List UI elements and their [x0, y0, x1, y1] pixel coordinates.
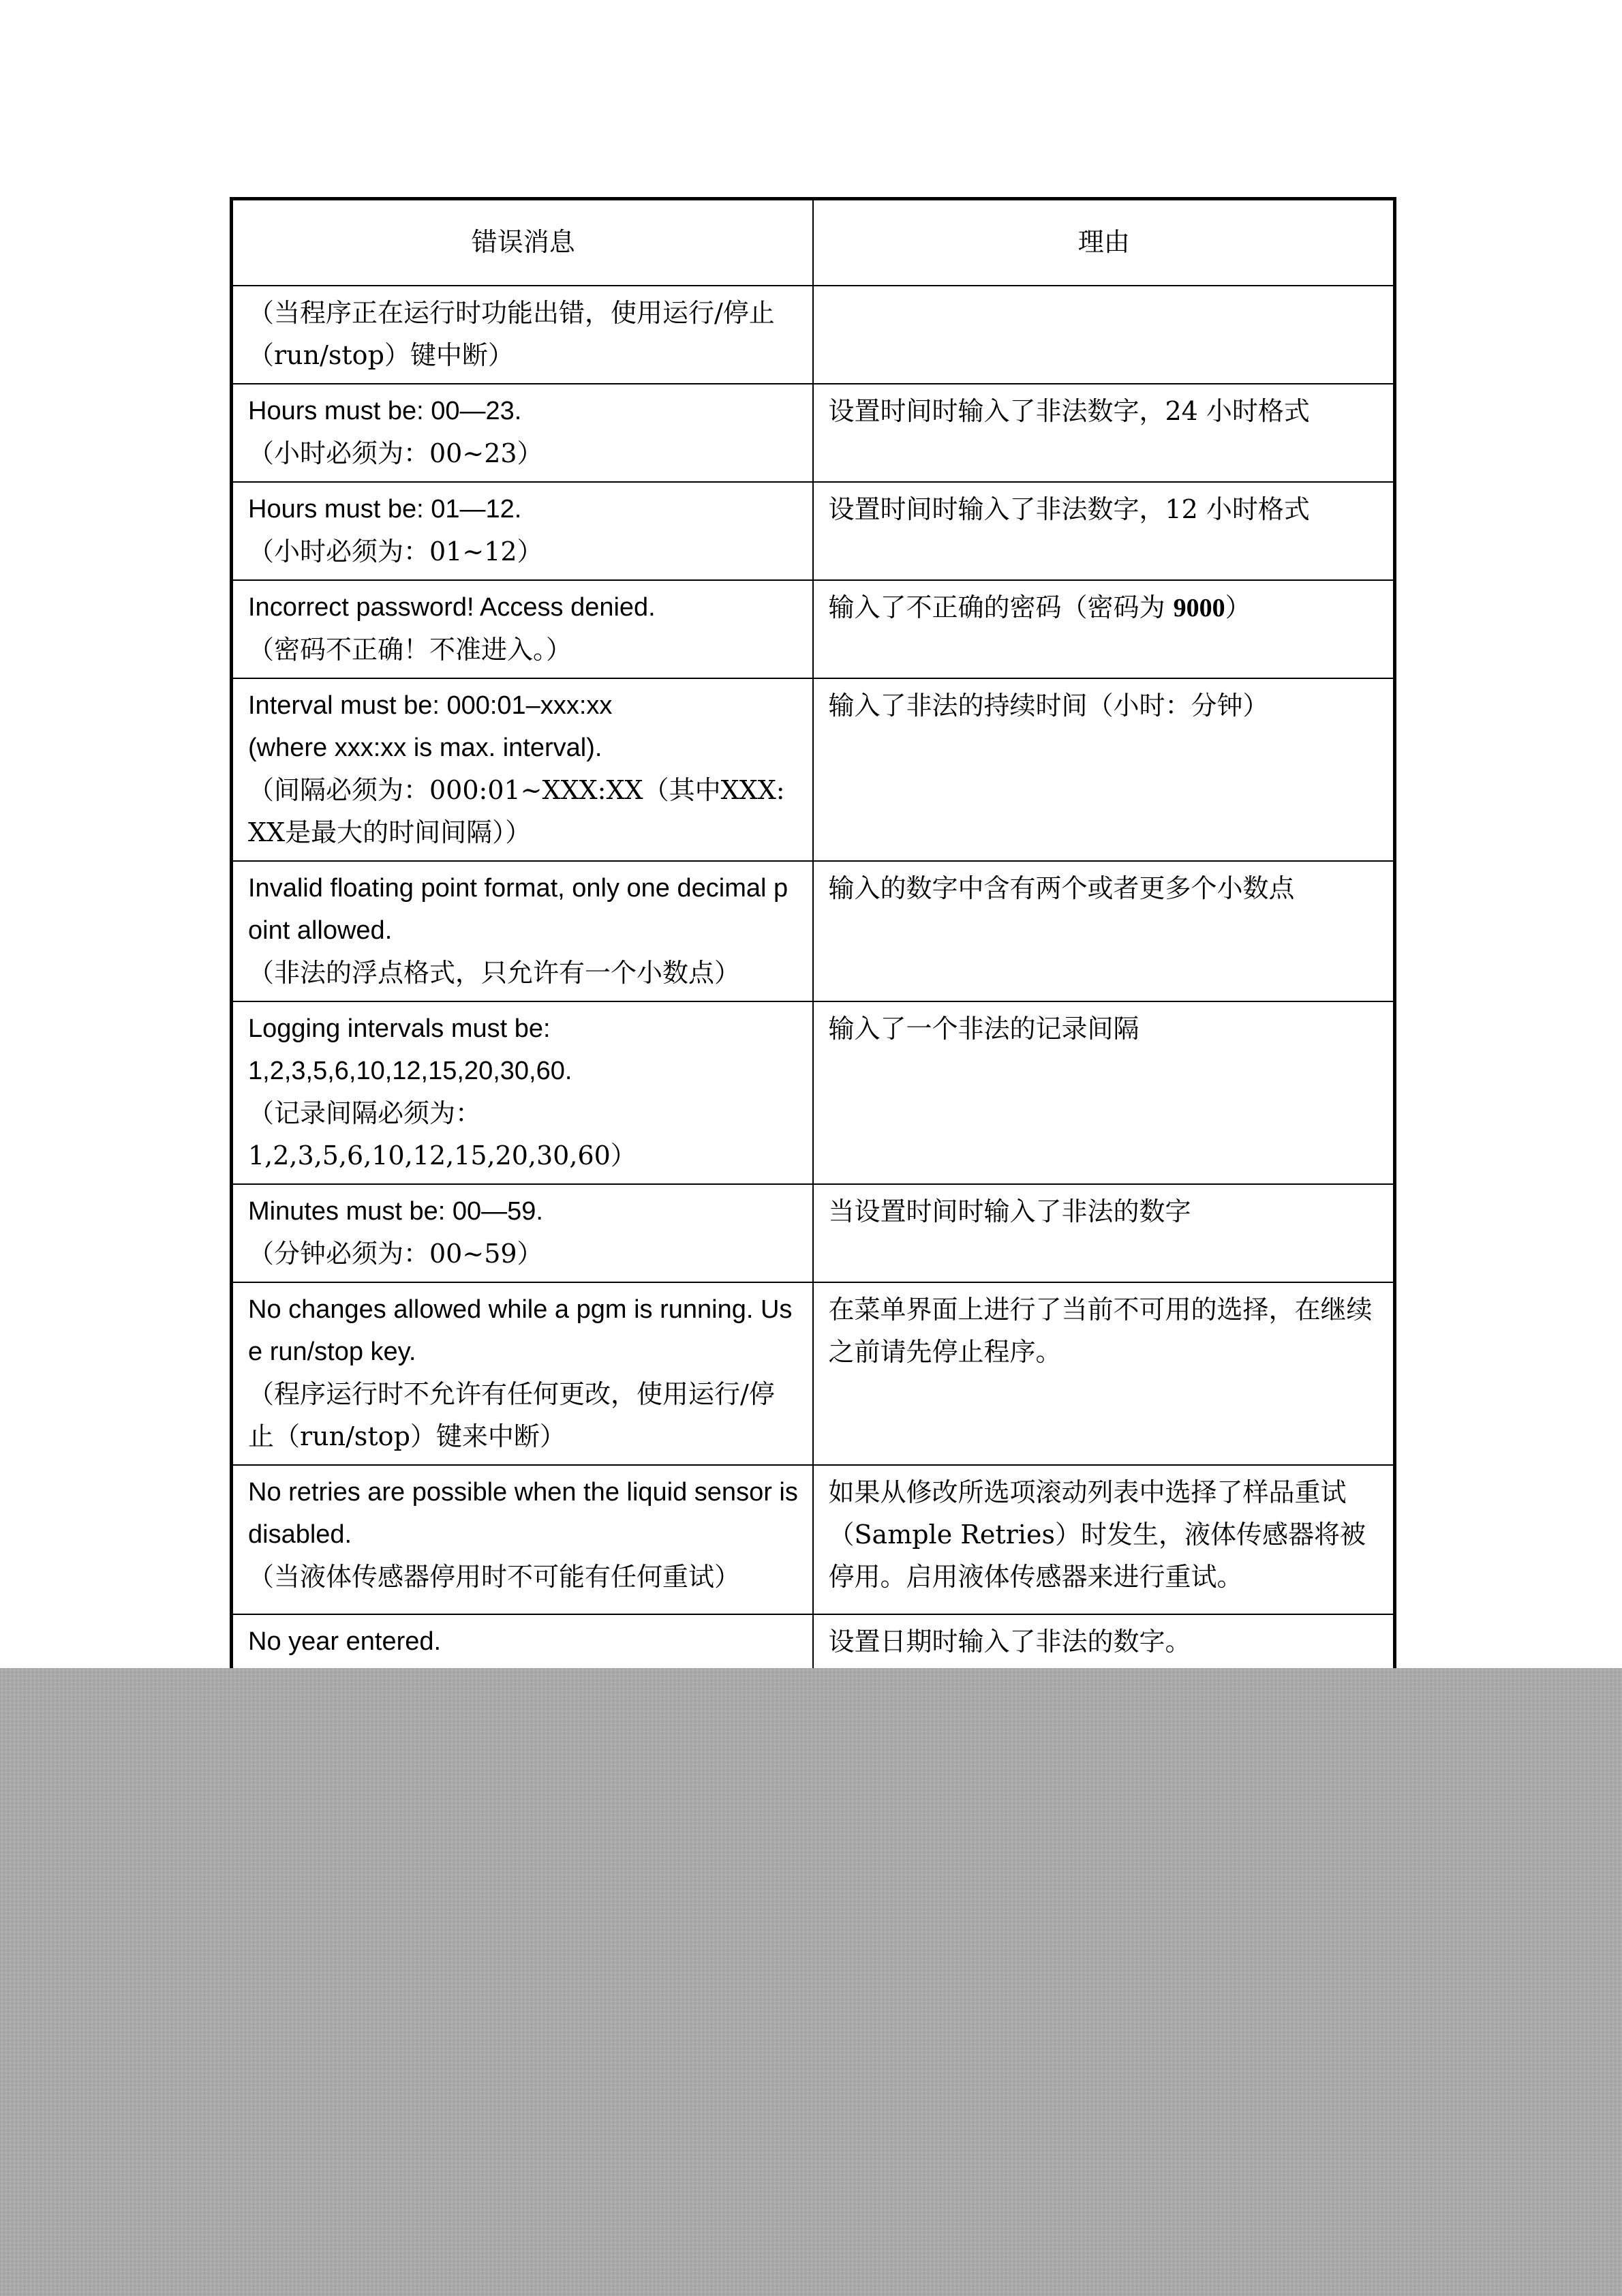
error-message-table	[230, 197, 1396, 1837]
message-en: Invalid floating point format, only one decimal point allowed.	[248, 874, 789, 945]
message-zh: （小时必须为：00~23）	[248, 438, 543, 468]
message-en: Incorrect password! Access denied.	[248, 593, 656, 622]
reason-cell: 输入了非法的持续时间（小时：分钟）	[813, 678, 1395, 861]
table-row	[232, 286, 1395, 384]
message-cell	[232, 678, 813, 861]
reason-cell: 当设置时间时输入了非法的数字	[813, 1184, 1395, 1282]
message-zh: （间隔必须为：000:01~XXX:XX（其中XXX:XX是最大的时间间隔））	[248, 775, 785, 847]
table-row	[232, 482, 1395, 580]
header-error-message: 错误消息	[232, 199, 813, 286]
message-en: Hours must be: 00—23.	[248, 397, 522, 425]
reason-cell: 在菜单界面上进行了当前不可用的选择，在继续之前请先停止程序。	[813, 1282, 1395, 1465]
message-cell	[232, 482, 813, 580]
message-zh: （当液体传感器停用时不可能有任何重试）	[248, 1562, 741, 1592]
reason-cell	[813, 580, 1395, 678]
message-zh: （分钟必须为：00~59）	[248, 1239, 543, 1269]
message-zh: （小时必须为：01~12）	[248, 537, 543, 567]
table-row	[232, 1465, 1395, 1614]
table-row	[232, 1001, 1395, 1184]
message-cell	[232, 1001, 813, 1184]
message-en: Interval must be: 000:01–xxx:xx (where xxx:xx is max. interval).	[248, 691, 613, 762]
message-en: No changes allowed while a pgm is running. Use run/stop key.	[248, 1295, 793, 1366]
table-row	[232, 678, 1395, 861]
reason-cell: 如果从修改所选项滚动列表中选择了样品重试（Sample Retries）时发生，液体传感器将被停用。启用液体传感器来进行重试。	[813, 1465, 1395, 1614]
header-reason: 理由	[813, 199, 1395, 286]
message-en: No retries are possible when the liquid sensor is disabled.	[248, 1478, 798, 1549]
message-cell	[232, 1282, 813, 1465]
table-row	[232, 1282, 1395, 1465]
reason-cell: 输入了一个非法的记录间隔	[813, 1001, 1395, 1184]
message-cell	[232, 384, 813, 482]
message-zh: （密码不正确！不准进入。）	[248, 635, 572, 665]
message-zh: （当程序正在运行时功能出错，使用运行/停止（run/stop）键中断）	[248, 298, 775, 370]
reason-cell: 设置日期时输入了非法的数字。	[813, 1614, 1395, 1712]
table-row	[232, 384, 1395, 482]
message-cell	[232, 1184, 813, 1282]
message-cell	[232, 1465, 813, 1614]
reason-text: 输入了不正确的密码（密码为	[828, 592, 1174, 622]
message-en: Hours must be: 01—12.	[248, 495, 522, 524]
message-en: Logging intervals must be: 1,2,3,5,6,10,12,15,20,30,60.	[248, 1014, 572, 1085]
table-row	[232, 580, 1395, 678]
gray-cover-overlay	[0, 1668, 1622, 2296]
table-row	[232, 861, 1395, 1001]
message-en: Minutes must be: 00—59.	[248, 1197, 543, 1226]
message-en: No year entered.	[248, 1627, 442, 1656]
message-zh: （程序运行时不允许有任何更改，使用运行/停止（run/stop）键来中断）	[248, 1379, 775, 1451]
message-cell	[232, 580, 813, 678]
reason-text-end: ）	[1225, 592, 1251, 622]
table-header-row	[232, 199, 1395, 286]
message-cell	[232, 286, 813, 384]
table-row	[232, 1184, 1395, 1282]
message-cell	[232, 861, 813, 1001]
reason-cell: 设置时间时输入了非法数字，24 小时格式	[813, 384, 1395, 482]
reason-cell: 输入的数字中含有两个或者更多个小数点	[813, 861, 1395, 1001]
reason-cell: 设置时间时输入了非法数字，12 小时格式	[813, 482, 1395, 580]
password-value: 9000	[1173, 594, 1225, 622]
message-zh: （记录间隔必须为： 1,2,3,5,6,10,12,15,20,30,60）	[248, 1098, 637, 1170]
reason-cell	[813, 286, 1395, 384]
message-zh: （非法的浮点格式，只允许有一个小数点）	[248, 958, 741, 988]
